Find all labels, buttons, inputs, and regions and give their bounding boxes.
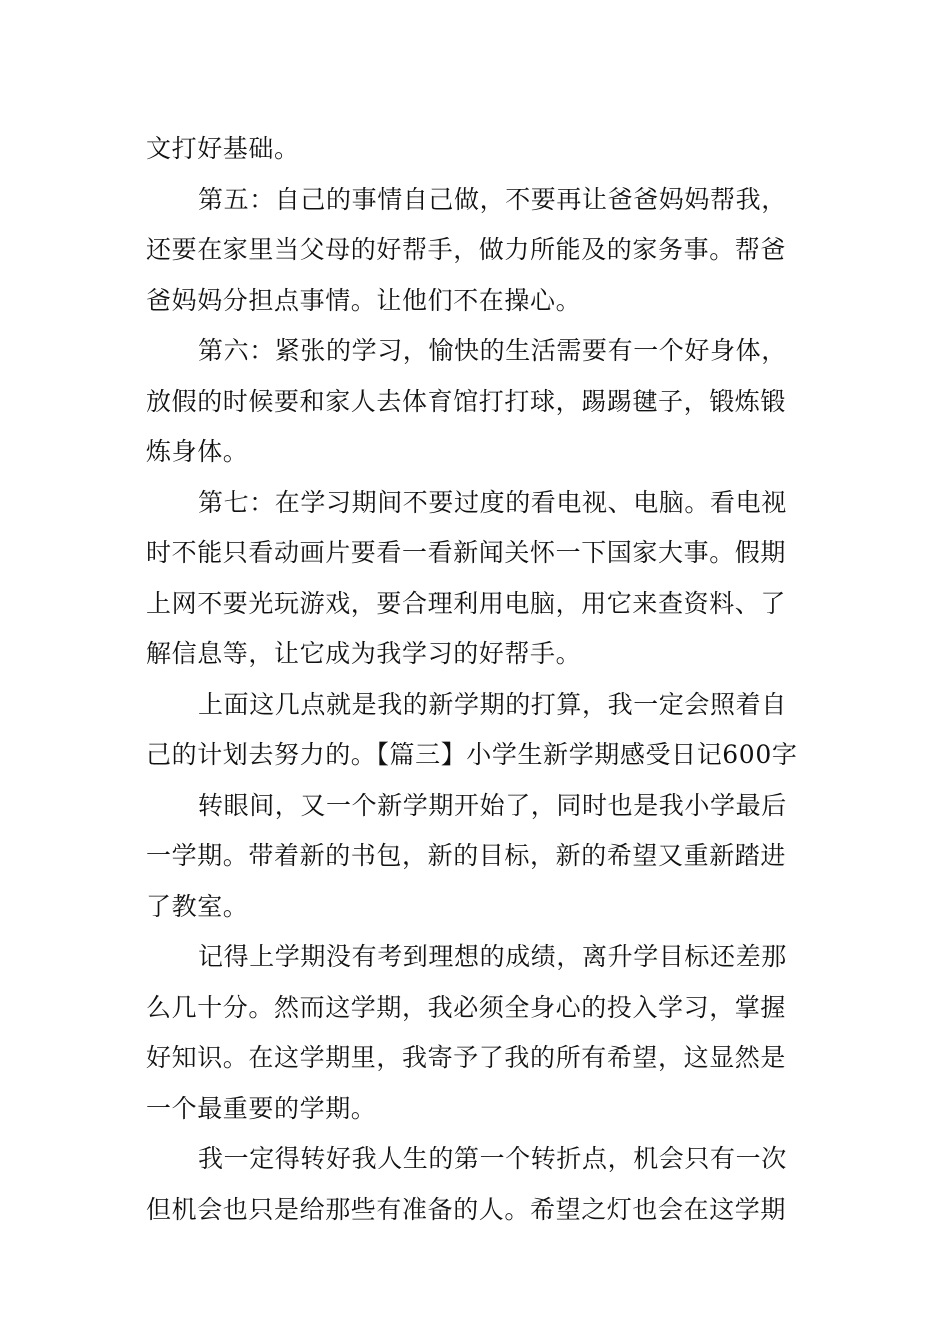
text-line: 时不能只看动画片要看一看新闻关怀一下国家大事。假期 [146, 538, 787, 567]
text-line: 转眼间，又一个新学期开始了，同时也是我小学最后 [198, 790, 787, 820]
text-line: 解信息等，让它成为我学习的好帮手。 [146, 639, 582, 668]
text-line: 我一定得转好我人生的第一个转折点，机会只有一次 [198, 1144, 787, 1173]
text-line: 一个最重要的学期。 [146, 1093, 377, 1123]
text-line: 上面这几点就是我的新学期的打算，我一定会照着自 [198, 689, 787, 719]
text-line: 了教室。 [146, 891, 249, 921]
text-line: 炼身体。 [146, 437, 249, 466]
text-line: 上网不要光玩游戏，要合理利用电脑，用它来查资料、了 [146, 588, 787, 618]
text-line: 文打好基础。 [146, 134, 300, 163]
text-line: 第六：紧张的学习，愉快的生活需要有一个好身体， [198, 336, 787, 365]
text-line: 么几十分。然而这学期，我必须全身心的投入学习，掌握 [146, 992, 787, 1022]
document-text [146, 124, 808, 1235]
text-line: 记得上学期没有考到理想的成绩，离升学目标还差那 [198, 942, 787, 971]
text-line: 好知识。在这学期里，我寄予了我的所有希望，这显然是 [146, 1043, 787, 1072]
text-line: 己的计划去努力的。【篇三】小学生新学期感受日记600字 [146, 740, 798, 769]
text-line: 但机会也只是给那些有准备的人。希望之灯也会在这学期 [146, 1194, 787, 1224]
text-line: 一学期。带着新的书包，新的目标，新的希望又重新踏进 [146, 841, 787, 870]
text-line: 放假的时候要和家人去体育馆打打球，踢踢毽子，锻炼锻 [146, 386, 787, 416]
text-line: 还要在家里当父母的好帮手，做力所能及的家务事。帮爸 [146, 235, 787, 264]
text-line: 第七：在学习期间不要过度的看电视、电脑。看电视 [198, 487, 787, 517]
text-line: 第五：自己的事情自己做，不要再让爸爸妈妈帮我， [198, 184, 787, 214]
text-line: 爸妈妈分担点事情。让他们不在操心。 [146, 285, 582, 315]
